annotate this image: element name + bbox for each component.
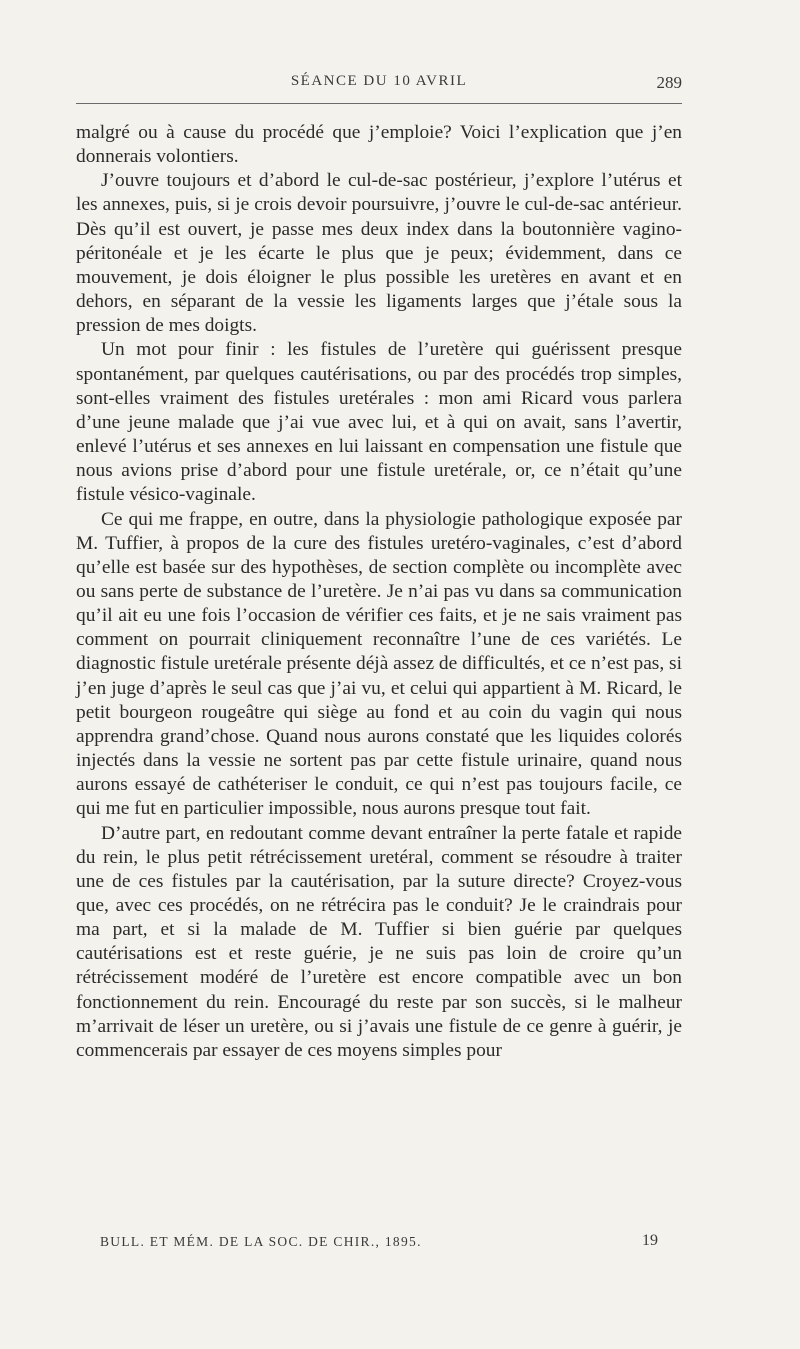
footer-reference: BULL. ET MÉM. DE LA SOC. DE CHIR., 1895.	[100, 1234, 422, 1249]
paragraph: malgré ou à cause du procédé que j’emploie? Voici l’explication que j’en donnerais volontiers.	[76, 122, 682, 168]
page-number: 289	[656, 73, 682, 92]
running-title: SÉANCE DU 10 AVRIL	[290, 73, 468, 89]
body-text	[76, 121, 682, 1063]
footer	[100, 1234, 660, 1258]
paragraph: Ce qui me frappe, en outre, dans la physiologie pathologique exposée par M. Tuffier, à propos de la cure des fistules uretéro-vaginales, c’est d’abord qu’elle est basée sur des hypothèses, de section complète ou incomplète avec ou sans perte de substance de l’uretère. Je n’ai pas vu dans sa communication qu’il ait eu une fois l’occasion de vérifier ces faits, et je ne sais vraiment pas comment on pourrait cliniquement reconnaître l’une de ces variétés. Le diagnostic fistule uretérale présente déjà assez de difficultés, et ce n’est pas, si j’en juge d’après le seul cas que j’ai vu, et celui qui appartient à M. Ricard, le petit bourgeon rougeâtre qui siège au fond et au coin du vagin qui nous apprendra grand’chose. Quand nous aurons constaté que les liquides colorés injectés dans la vessie ne sortent pas par cette fistule urinaire, quand nous aurons essayé de cathéteriser le conduit, ce qui n’est pas toujours facile, ce qui me fut en particulier impossible, nous aurons presque tout fait.	[76, 508, 682, 820]
paragraph: D’autre part, en redoutant comme devant entraîner la perte fatale et rapide du rein, le plus petit rétrécissement uretéral, comment se résoudre à traiter une de ces fistules par la cautérisation, par la suture directe? Croyez-vous que, avec ces procédés, on ne rétrécira pas le conduit? Je le craindrais pour ma part, et si la malade de M. Tuffier si bien guérie par quelques cautérisations est et reste guérie, je ne suis pas loin de croire qu’un rétrécissement modéré de l’uretère est encore compatible avec un bon fonctionnement du rein. Encouragé du reste par son succès, si le malheur m’arrivait de léser un uretère, ou si j’avais une fistule de ce genre à guérir, je commencerais par essayer de ces moyens simples pour	[76, 822, 682, 1061]
running-head	[76, 73, 682, 101]
paragraph: Un mot pour finir : les fistules de l’uretère qui guérissent presque spontanément, par quelques cautérisations, ou par des procédés trop simples, sont-elles vraiment des fistules uretérales : mon ami Ricard vous parlera d’une jeune malade que j’ai vue avec lui, et à qui on avait, sans l’avertir, enlevé l’utérus et ses annexes en lui laissant en compensation une fistule que nous avions prise d’abord pour une fistule uretérale, or, ce n’était qu’une fistule vésico-vaginale.	[76, 339, 682, 506]
signature-mark: 19	[642, 1232, 658, 1249]
paragraph: J’ouvre toujours et d’abord le cul-de-sac postérieur, j’explore l’utérus et les annexes, puis, si je crois devoir poursuivre, j’ouvre le cul-de-sac antérieur. Dès qu’il est ouvert, je passe mes deux index dans la boutonnière vagino-péritonéale et je les écarte le plus que je peux; évidemment, dans ce mouvement, je dois éloigner le plus possible les uretères en avant et en dehors, en séparant de la vessie les ligaments larges que j’étale sous la pression de mes doigts.	[76, 170, 682, 337]
header-rule	[76, 103, 682, 104]
